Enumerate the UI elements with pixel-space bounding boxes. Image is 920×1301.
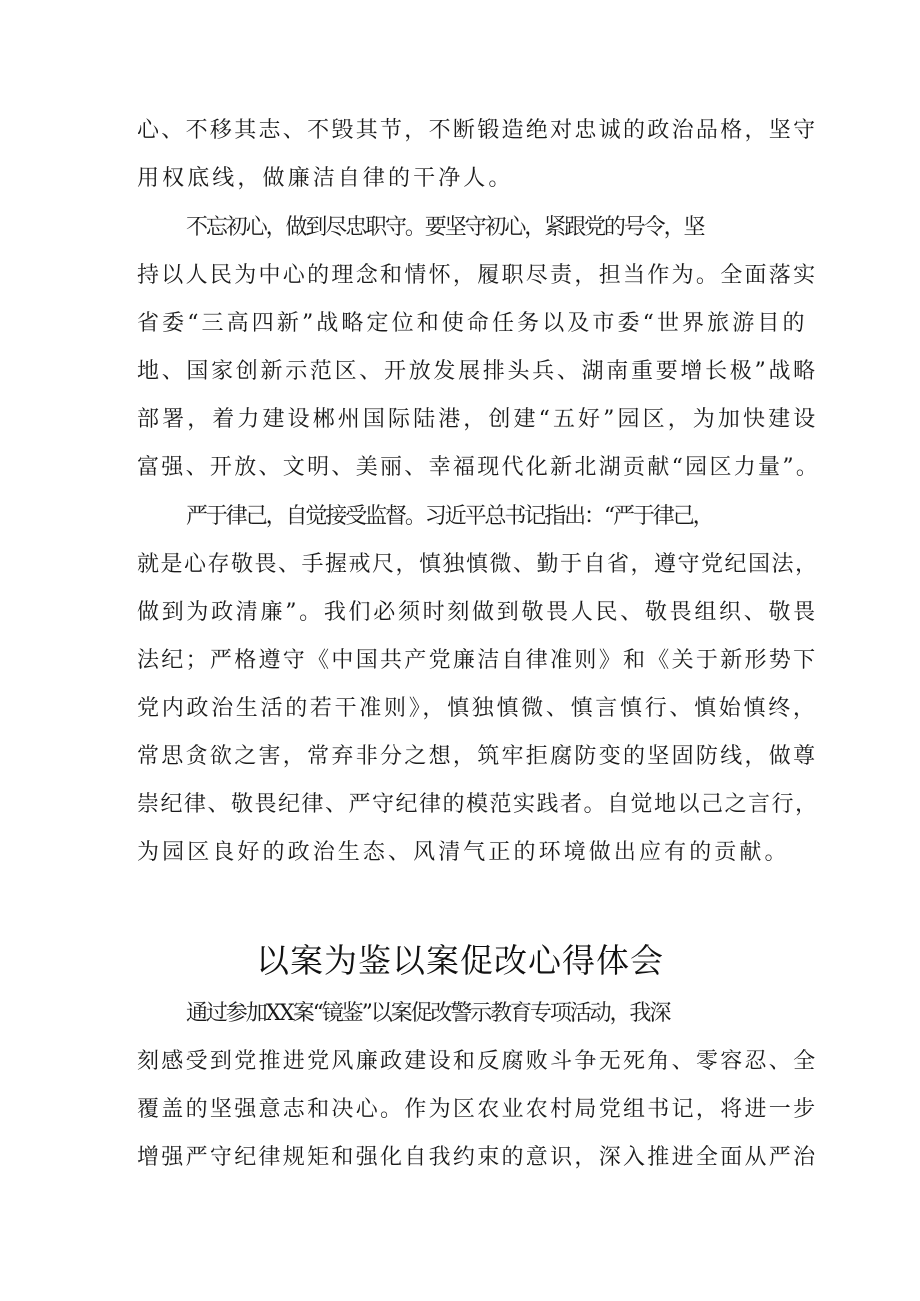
paragraph-line: 心、不移其志、不毁其节，不断锻造绝对忠诚的政治品格，坚守 <box>137 118 818 143</box>
paragraph-line: 省委“三高四新”战略定位和使命任务以及市委“世界旅游目的 <box>137 311 808 336</box>
paragraph-line: 法纪；严格遵守《中国共产党廉洁自律准则》和《关于新形势下 <box>137 648 818 673</box>
paragraph-line: 覆盖的坚强意志和决心。作为区农业农村局党组书记，将进一步 <box>137 1097 818 1122</box>
paragraph-line: 通过参加XX案“镜鉴”以案促改警示教育专项活动，我深 <box>186 1001 670 1026</box>
section-title: 以案为鉴以案促改心得体会 <box>256 941 664 980</box>
paragraph-line: 党内政治生活的若干准则》，慎独慎微、慎言慎行、慎始慎终， <box>137 696 818 721</box>
paragraph-line: 用权底线，做廉洁自律的干净人。 <box>137 166 514 191</box>
paragraph-line: 常思贪欲之害，常弃非分之想，筑牢拒腐防变的坚固防线，做尊 <box>137 744 818 769</box>
paragraph-line: 为园区良好的政治生态、风清气正的环境做出应有的贡献。 <box>137 840 790 865</box>
paragraph-line: 严于律己，自觉接受监督。习近平总书记指出：“严于律己， <box>186 504 713 529</box>
paragraph-line: 就是心存敬畏、手握戒尺，慎独慎微、勤于自省，遵守党纪国法， <box>137 552 819 577</box>
paragraph-line: 不忘初心，做到尽忠职守。要坚守初心，紧跟党的号令，坚 <box>186 215 704 240</box>
paragraph-line: 富强、开放、文明、美丽、幸福现代化新北湖贡献“园区力量”。 <box>137 455 821 480</box>
paragraph-line: 崇纪律、敬畏纪律、严守纪律的模范实践者。自觉地以己之言行， <box>137 792 819 817</box>
paragraph-line: 部署，着力建设郴州国际陆港，创建“五好”园区，为加快建设 <box>137 407 819 432</box>
paragraph-line: 地、国家创新示范区、开放发展排头兵、湖南重要增长极”战略 <box>137 359 818 384</box>
paragraph-line: 增强严守纪律规矩和强化自我约束的意识，深入推进全面从严治 <box>137 1145 818 1170</box>
paragraph-line: 持以人民为中心的理念和情怀，履职尽责，担当作为。全面落实 <box>137 263 818 288</box>
paragraph-line: 做到为政清廉”。我们必须时刻做到敬畏人民、敬畏组织、敬畏 <box>137 600 818 625</box>
paragraph-line: 刻感受到党推进党风廉政建设和反腐败斗争无死角、零容忍、全 <box>137 1049 818 1074</box>
